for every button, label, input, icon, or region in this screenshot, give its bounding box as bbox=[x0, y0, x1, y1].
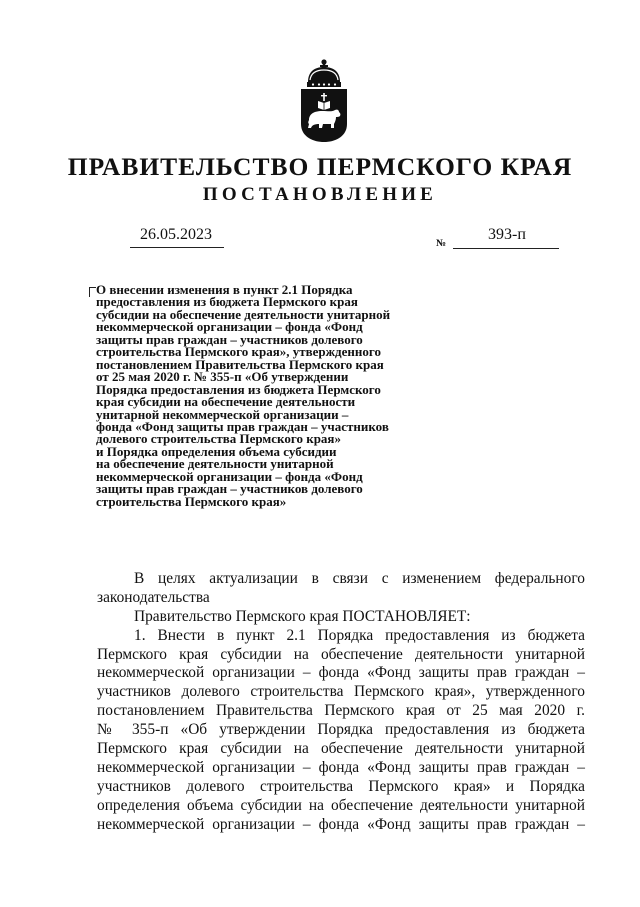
document-number: 393-п bbox=[488, 226, 526, 243]
body-line: Правительство Пермского края ПОСТАНОВЛЯЕТ: bbox=[134, 607, 471, 625]
body-line: некоммерческой организации – фонда «Фонд защиты прав граждан – bbox=[97, 664, 585, 682]
subject-line: предоставления из бюджета Пермского края bbox=[96, 294, 358, 310]
subject-line: строительства Пермского края», утвержденного bbox=[96, 344, 381, 360]
subject-line: постановлением Правительства Пермского края bbox=[96, 356, 384, 372]
number-underline bbox=[453, 248, 559, 249]
body-line: № 355-п «Об утверждении Порядка предоставления из бюджета bbox=[97, 721, 585, 739]
body-line: определения объема субсидии на обеспечение деятельности унитарной bbox=[97, 796, 585, 814]
body-line: постановлением Правительства Пермского края от 25 мая 2020 г. bbox=[97, 702, 585, 720]
subject-line: защиты прав граждан – участников долевого bbox=[96, 331, 363, 347]
subject-line: субсидии на обеспечение деятельности унитарной bbox=[96, 306, 391, 322]
subject-line: некоммерческой организации – фонда «Фонд bbox=[96, 319, 363, 335]
body-line: Пермского края субсидии на обеспечение деятельности унитарной bbox=[97, 740, 585, 758]
subject-line: фонда «Фонд защиты прав граждан – участников bbox=[96, 418, 389, 434]
document-body bbox=[97, 568, 585, 834]
subject-line: долевого строительства Пермского края» bbox=[96, 431, 341, 447]
government-title: ПРАВИТЕЛЬСТВО ПЕРМСКОГО КРАЯ bbox=[67, 152, 573, 181]
body-line: Пермского края субсидии на обеспечение деятельности унитарной bbox=[97, 645, 585, 663]
subject-line: строительства Пермского края» bbox=[96, 493, 287, 509]
body-line: некоммерческой организации – фонда «Фонд защиты прав граждан – bbox=[97, 815, 585, 833]
body-line: законодательства bbox=[97, 588, 210, 606]
document-type: ПОСТАНОВЛЕНИЕ bbox=[202, 184, 438, 205]
subject-line: некоммерческой организации – фонда «Фонд bbox=[96, 468, 363, 484]
subject-line: защиты прав граждан – участников долевого bbox=[96, 481, 363, 497]
subject-line: Порядка предоставления из бюджета Пермского bbox=[96, 381, 381, 397]
number-sign: № bbox=[436, 238, 447, 249]
body-line: В целях актуализации в связи с изменением федерального bbox=[134, 570, 585, 587]
corner-bracket bbox=[89, 287, 96, 297]
subject-line: и Порядка определения объема субсидии bbox=[96, 443, 337, 459]
body-line: некоммерческой организации – фонда «Фонд защиты прав граждан – bbox=[97, 758, 585, 776]
subject-line: унитарной некоммерческой организации – bbox=[96, 406, 349, 422]
document-subject bbox=[96, 284, 456, 508]
subject-line: О внесении изменения в пункт 2.1 Порядка bbox=[96, 282, 353, 297]
subject-line: края субсидии на обеспечение деятельности bbox=[96, 394, 356, 410]
body-line: участников долевого строительства Пермского края», утвержденного bbox=[97, 683, 585, 701]
body-line: участников долевого строительства Пермского края» и Порядка bbox=[97, 777, 585, 795]
coat-of-arms-icon bbox=[296, 58, 352, 144]
body-line: 1. Внести в пункт 2.1 Порядка предоставления из бюджета bbox=[134, 626, 585, 644]
subject-line: от 25 мая 2020 г. № 355-п «Об утверждении bbox=[96, 369, 349, 385]
document-date: 26.05.2023 bbox=[140, 226, 212, 243]
date-underline bbox=[130, 247, 224, 248]
subject-line: на обеспечение деятельности унитарной bbox=[96, 456, 334, 472]
